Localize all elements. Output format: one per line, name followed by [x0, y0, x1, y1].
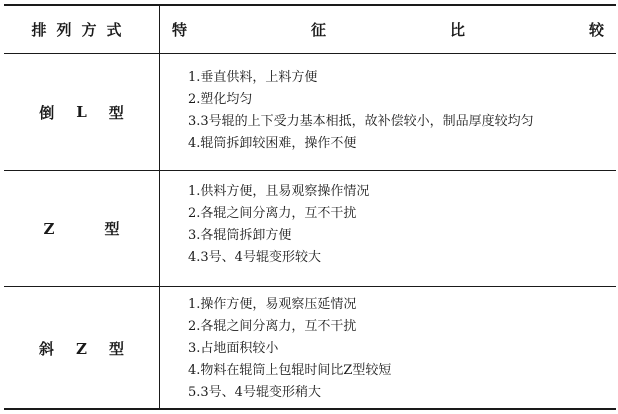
feature-list	[188, 294, 616, 404]
list-item: 3.各辊筒拆卸方便	[188, 228, 292, 243]
list-item: 1.垂直供料，上料方便	[188, 70, 318, 85]
header-arrangement	[4, 6, 159, 52]
header-char: 式	[106, 20, 132, 39]
label-char: L	[76, 103, 87, 121]
list-item: 5.3号、4号辊变形稍大	[188, 385, 321, 400]
table-row	[4, 54, 616, 171]
list-item: 3.占地面积较小	[188, 341, 279, 356]
header-char: 特	[171, 20, 187, 39]
list-item: 2.各辊之间分离力，互不干扰	[188, 319, 357, 334]
row-label-z	[4, 171, 159, 286]
header-features	[160, 6, 616, 52]
list-item: 2.塑化均匀	[188, 92, 253, 107]
label-char: 型	[108, 340, 124, 358]
table-row	[4, 171, 616, 287]
row-label-inverted-l	[4, 54, 159, 170]
header-char: 征	[310, 20, 326, 39]
row-label-oblique-z	[4, 287, 159, 410]
label-char: 倒	[39, 103, 55, 122]
list-item: 1.供料方便，且易观察操作情况	[188, 184, 370, 199]
list-item: 3.3号辊的上下受力基本相抵，故补偿较小，制品厚度较均匀	[188, 114, 534, 129]
header-char: 比	[450, 20, 466, 39]
header-char: 较	[589, 20, 605, 39]
header-char: 列	[56, 20, 82, 39]
label-char: Z	[43, 219, 55, 238]
feature-list	[188, 181, 616, 269]
list-item: 2.各辊之间分离力，互不干扰	[188, 206, 357, 221]
list-item: 1.操作方便，易观察压延情况	[188, 297, 357, 312]
label-char: 型	[104, 220, 120, 238]
label-char: Z	[76, 339, 87, 358]
table-row	[4, 287, 616, 410]
table-header	[4, 6, 616, 54]
list-item: 4.辊筒拆卸较困难，操作不便	[188, 136, 357, 151]
comparison-table	[4, 4, 616, 410]
header-char: 排	[31, 20, 57, 39]
list-item: 4.物料在辊筒上包辊时间比Z型较短	[188, 363, 392, 378]
feature-list	[188, 67, 616, 155]
label-char: 型	[108, 103, 124, 122]
list-item: 4.3号、4号辊变形较大	[188, 250, 321, 265]
label-char: 斜	[39, 340, 55, 358]
header-char: 方	[81, 20, 107, 39]
